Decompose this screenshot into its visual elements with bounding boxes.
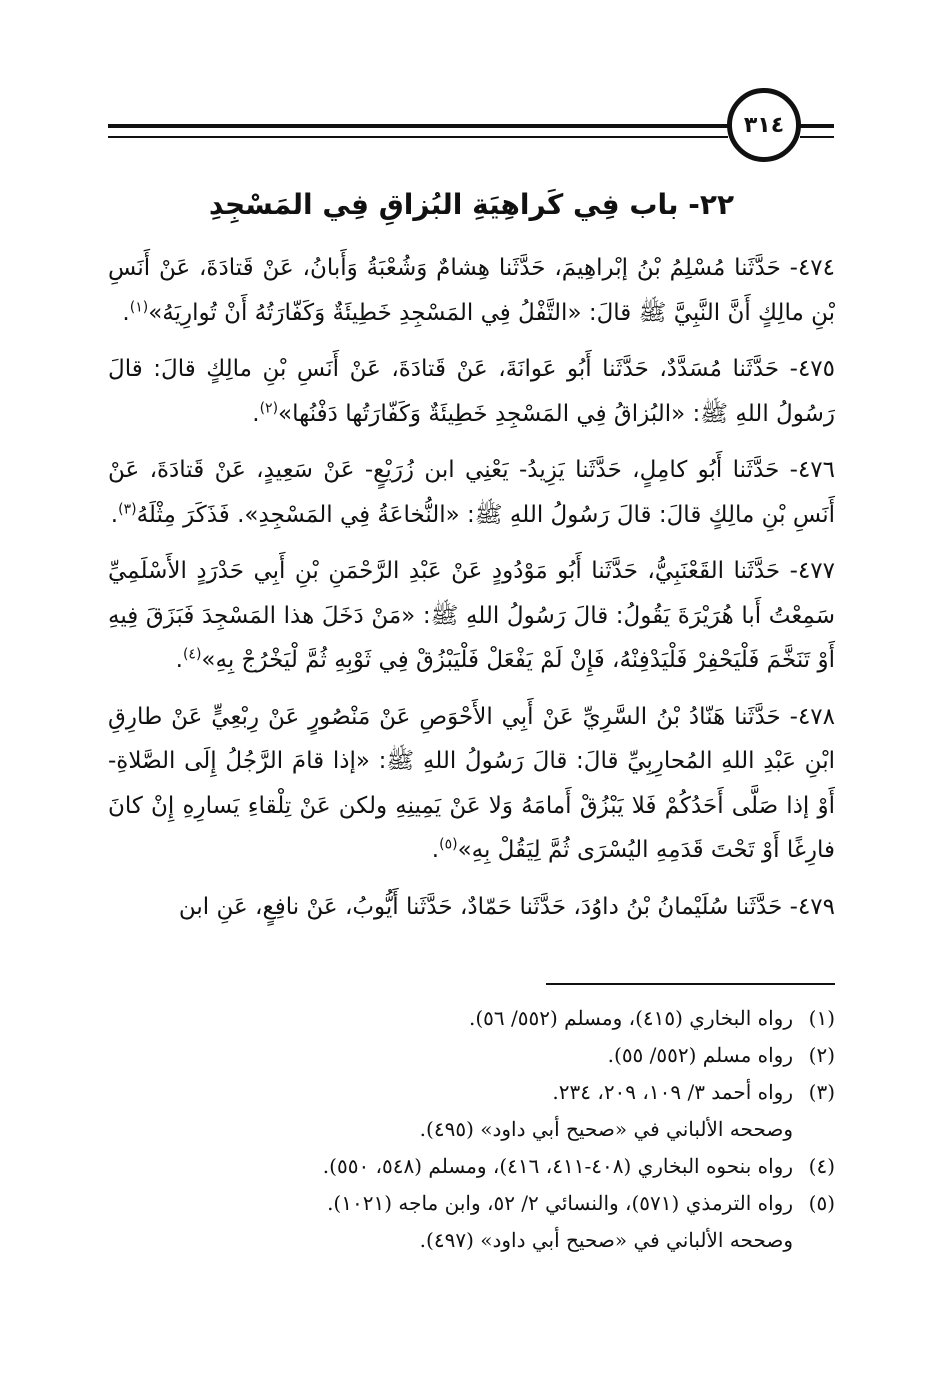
hadith-477: ٤٧٧- حَدَّثَنا القَعْنَبِيُّ، حَدَّثَنا أَبُو مَوْدُودٍ عَنْ عَبْدِ الرَّحْمَنِ بْنِ أَبِي حَدْرَدٍ الأَسْلَمِيِّ سَمِعْتُ أَبا هُرَيْرَةَ يَقُولُ: قالَ رَسُولُ اللهِ ﷺ: «مَنْ دَخَلَ هذا المَسْجِدَ فَبَزَقَ فِيهِ أَوْ تَنَخَّمَ فَلْيَحْفِرْ فَلْيَدْفِنْهُ، فَإِنْ لَمْ يَفْعَلْ فَلْيَبْزُقْ فِي ثَوْبِهِ ثُمَّ لْيَخْرُجْ بِهِ»$^{(٤)}$. xyxy=(108,558,835,673)
footnote-item xyxy=(108,1000,835,1037)
footnote-text: رواه الترمذي (٥٧١)، والنسائي ٢/ ٥٢، وابن ماجه (١٠٢١). xyxy=(327,1191,793,1215)
hadith-text-body xyxy=(108,246,835,941)
hadith-476: ٤٧٦- حَدَّثَنا أَبُو كامِلٍ، حَدَّثَنا يَزِيدُ- يَعْنِي ابن زُرَيْعٍ- عَنْ سَعِيدٍ، عَنْ قَتادَةَ، عَنْ أَنَسِ بْنِ مالِكٍ قالَ: قالَ رَسُولُ اللهِ ﷺ: «النُّخاعَةُ فِي المَسْجِدِ». فَذَكَرَ مِثْلَهُ$^{(٣)}$. xyxy=(108,457,835,528)
page-number: ٣١٤ xyxy=(743,112,785,138)
footnote-number: (٥) xyxy=(808,1191,835,1215)
footnote-item xyxy=(108,1148,835,1185)
hadith-text: ٤٧٧- حَدَّثَنا القَعْنَبِيُّ، حَدَّثَنا أَبُو مَوْدُودٍ عَنْ عَبْدِ الرَّحْمَنِ بْنِ أَبِي حَدْرَدٍ الأَسْلَمِيِّ سَمِعْتُ أَبا هُرَيْرَةَ يَقُولُ: قالَ رَسُولُ اللهِ ﷺ: «مَنْ دَخَلَ هذا المَسْجِدَ فَبَزَقَ فِيهِ أَوْ تَنَخَّمَ فَلْيَحْفِرْ فَلْيَدْفِنْهُ، فَإِنْ لَمْ يَفْعَلْ فَلْيَبْزُقْ فِي ثَوْبِهِ ثُمَّ لْيَخْرُجْ بِهِ» xyxy=(108,558,835,673)
footnote-ref: (٣) xyxy=(118,500,137,517)
footnote-number: (٢) xyxy=(808,1043,835,1067)
hadith-479 xyxy=(108,885,835,930)
hadith-text: ٤٧٩- حَدَّثَنا سُلَيْمانُ بْنُ داوُدَ، حَدَّثَنا حَمّادٌ، حَدَّثَنا أَيُّوبُ، عَنْ نافِعٍ، عَنِ ابن xyxy=(178,893,835,920)
page-number-badge xyxy=(727,88,801,162)
footnote-item xyxy=(108,1037,835,1074)
footnote-text: رواه أحمد ٣/ ١٠٩، ٢٠٩، ٢٣٤. xyxy=(552,1080,793,1104)
footnotes xyxy=(108,1000,835,1259)
hadith-text: ٤٧٥- حَدَّثَنا مُسَدَّدٌ، حَدَّثَنا أَبُو عَوانَةَ، عَنْ قَتادَةَ، عَنْ أَنَسِ بْنِ مالِكٍ قالَ: قالَ رَسُولُ اللهِ ﷺ: «البُزاقُ فِي المَسْجِدِ خَطِيئَةٌ وَكَفّارَتُها دَفْنُها» xyxy=(108,356,835,427)
footnote-text: رواه مسلم (٥٥٢/ ٥٥). xyxy=(607,1043,793,1067)
hadith-475: ٤٧٥- حَدَّثَنا مُسَدَّدٌ، حَدَّثَنا أَبُو عَوانَةَ، عَنْ قَتادَةَ، عَنْ أَنَسِ بْنِ مالِكٍ قالَ: قالَ رَسُولُ اللهِ ﷺ: «البُزاقُ فِي المَسْجِدِ خَطِيئَةٌ وَكَفّارَتُها دَفْنُها»$^{(٢)}$. xyxy=(108,356,835,427)
footnote-item xyxy=(108,1074,835,1111)
footnote-ref: (٤) xyxy=(182,646,202,663)
chapter-title: ٢٢- باب فِي كَراهِيَةِ البُزاقِ فِي المَسْجِدِ xyxy=(208,188,735,221)
header-rule-end xyxy=(800,124,834,138)
hadith-474: ٤٧٤- حَدَّثَنا مُسْلِمُ بْنُ إبْراهِيمَ، حَدَّثَنا هِشامٌ وَشُعْبَةُ وَأَبانُ، عَنْ قَتادَةَ، عَنْ أَنَسِ بْنِ مالِكٍ أَنَّ النَّبِيَّ ﷺ قالَ: «التَّفْلُ فِي المَسْجِدِ خَطِيئَةٌ وَكَفّارَتُهُ أَنْ تُوارِيَهُ»$^{(١)}$. xyxy=(108,255,835,326)
footnote-ref: (٢) xyxy=(259,399,279,416)
hadith-text: ٤٧٤- حَدَّثَنا مُسْلِمُ بْنُ إبْراهِيمَ، حَدَّثَنا هِشامٌ وَشُعْبَةُ وَأَبانُ، عَنْ قَتادَةَ، عَنْ أَنَسِ بْنِ مالِكٍ أَنَّ النَّبِيَّ ﷺ قالَ: «التَّفْلُ فِي المَسْجِدِ خَطِيئَةٌ وَكَفّارَتُهُ أَنْ تُوارِيَهُ» xyxy=(108,255,835,326)
footnote-text: رواه البخاري (٤١٥)، ومسلم (٥٥٢/ ٥٦). xyxy=(468,1006,793,1030)
hadith-text: ٤٧٦- حَدَّثَنا أَبُو كامِلٍ، حَدَّثَنا يَزِيدُ- يَعْنِي ابن زُرَيْعٍ- عَنْ سَعِيدٍ، عَنْ قَتادَةَ، عَنْ أَنَسِ بْنِ مالِكٍ قالَ: قالَ رَسُولُ اللهِ ﷺ: «النُّخاعَةُ فِي المَسْجِدِ». فَذَكَرَ مِثْلَهُ xyxy=(108,457,835,528)
hadith-478: ٤٧٨- حَدَّثَنا هَنّادُ بْنُ السَّرِيِّ عَنْ أَبِي الأَحْوَصِ عَنْ مَنْصُورٍ عَنْ رِبْعِيٍّ عَنْ طارِقِ ابْنِ عَبْدِ اللهِ المُحارِبِيِّ قالَ: قالَ رَسُولُ اللهِ ﷺ: «إذا قامَ الرَّجُلُ إِلَى الصَّلاةِ- أَوْ إذا صَلَّى أَحَدُكُمْ فَلا يَبْزُقْ أَمامَهُ وَلا عَنْ يَمِينِهِ ولكن عَنْ تِلْقاءِ يَسارِهِ إِنْ كانَ فارِغًا أَوْ تَحْتَ قَدَمِهِ اليُسْرَى ثُمَّ لِيَقُلْ بِهِ»$^{(٥)}$. xyxy=(108,703,835,863)
footnote-ref: (٥) xyxy=(439,836,458,853)
header-rule xyxy=(108,124,728,138)
footnote-continuation xyxy=(108,1111,835,1148)
hadith-text: ٤٧٨- حَدَّثَنا هَنّادُ بْنُ السَّرِيِّ عَنْ أَبِي الأَحْوَصِ عَنْ مَنْصُورٍ عَنْ رِبْعِيٍّ عَنْ طارِقِ ابْنِ عَبْدِ اللهِ المُحارِبِيِّ قالَ: قالَ رَسُولُ اللهِ ﷺ: «إذا قامَ الرَّجُلُ إِلَى الصَّلاةِ- أَوْ إذا صَلَّى أَحَدُكُمْ فَلا يَبْزُقْ أَمامَهُ وَلا عَنْ يَمِينِهِ ولكن عَنْ تِلْقاءِ يَسارِهِ إِنْ كانَ فارِغًا أَوْ تَحْتَ قَدَمِهِ اليُسْرَى ثُمَّ لِيَقُلْ بِهِ» xyxy=(108,703,835,863)
footnote-ref: (١) xyxy=(129,298,149,315)
footnote-continuation xyxy=(108,1222,835,1259)
footnote-separator xyxy=(546,983,835,985)
footnote-item xyxy=(108,1185,835,1222)
footnote-text: وصححه الألباني في «صحيح أبي داود» (٤٩٥). xyxy=(419,1117,793,1141)
footnote-text: وصححه الألباني في «صحيح أبي داود» (٤٩٧). xyxy=(419,1228,793,1252)
footnote-number: (١) xyxy=(808,1006,835,1030)
footnote-number: (٤) xyxy=(808,1154,835,1178)
footnote-number: (٣) xyxy=(808,1080,835,1104)
footnote-text: رواه بنحوه البخاري (٤٠٨-٤١١، ٤١٦)، ومسلم (٥٤٨، ٥٥٠). xyxy=(322,1154,793,1178)
